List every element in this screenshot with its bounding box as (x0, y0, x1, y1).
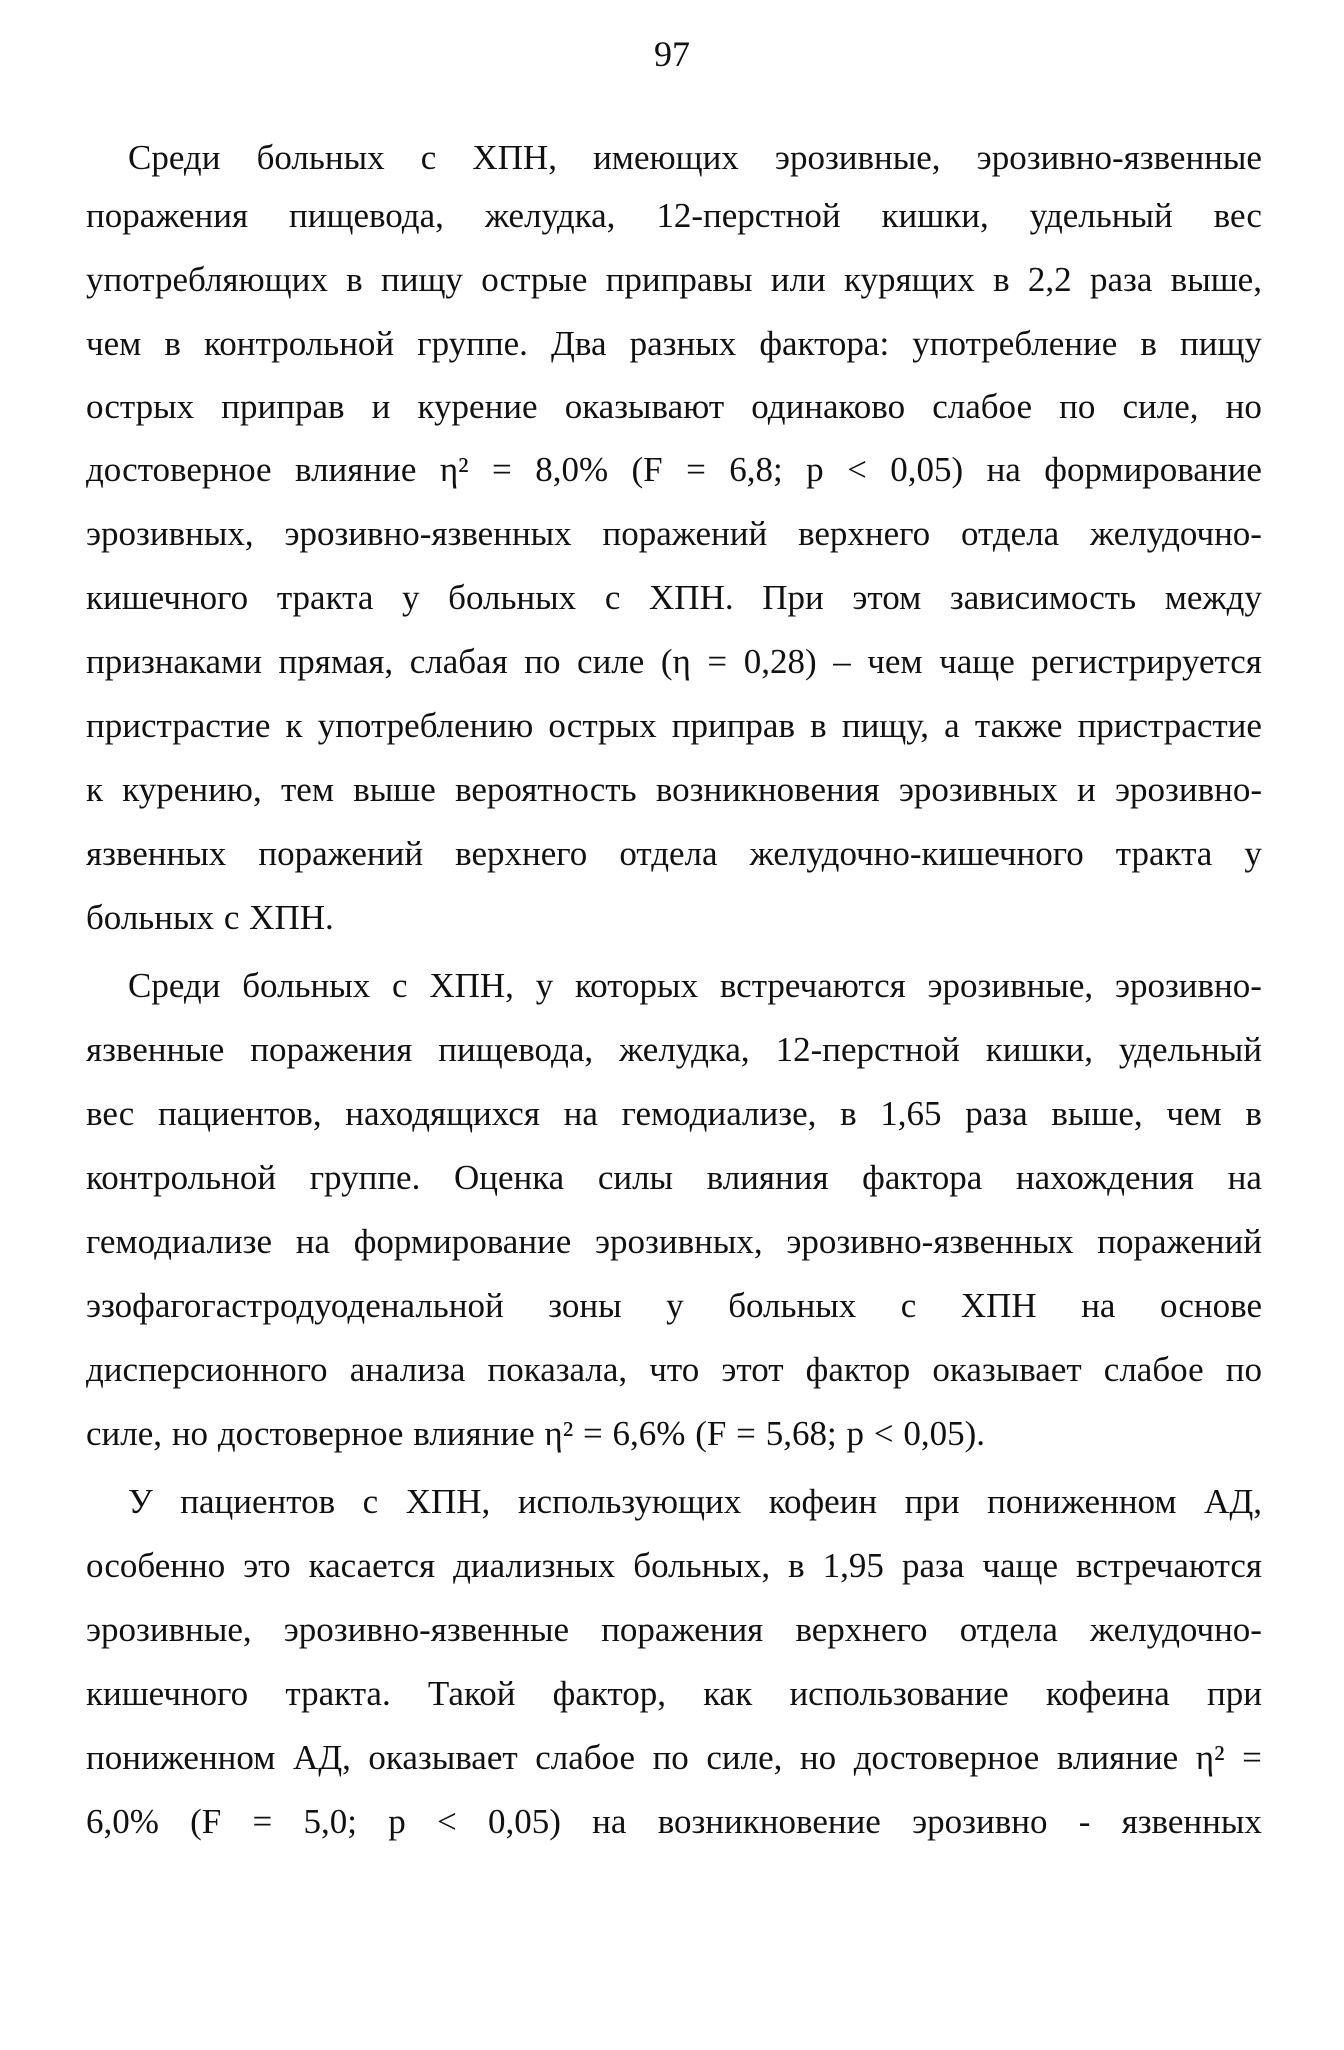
word: больных (728, 1286, 857, 1325)
word: = (686, 450, 706, 489)
word: фактора (862, 1158, 983, 1197)
word: на (295, 1222, 330, 1261)
word: с (392, 966, 408, 1005)
word: гемодиализе (86, 1222, 273, 1261)
word: 6,0% (86, 1802, 159, 1841)
word: достоверное (853, 1738, 1040, 1777)
word: тракта (1115, 834, 1213, 873)
word: влияния (706, 1158, 829, 1197)
word: больных (86, 898, 215, 937)
word: нахождения (1015, 1158, 1195, 1197)
word: АД, (1204, 1482, 1262, 1521)
word: слабая (409, 642, 508, 681)
word: поражения (86, 196, 249, 235)
word: удельный (1029, 196, 1173, 235)
word: поражений (602, 514, 768, 553)
word: поражений (258, 834, 424, 873)
text-line (86, 1604, 1262, 1656)
word: пищевода, (438, 1030, 594, 1069)
word: пониженном (987, 1482, 1177, 1521)
word: у (666, 1286, 684, 1325)
word: зависимость (949, 578, 1137, 617)
word: использование (789, 1674, 1009, 1713)
word: пристрастие (86, 706, 271, 745)
word: = (707, 642, 728, 681)
word: желудка, (619, 1030, 750, 1069)
word: также (974, 706, 1063, 745)
word: ХПН (960, 1286, 1037, 1325)
word: ХПН, (429, 966, 514, 1005)
word: использующих (517, 1482, 742, 1521)
word: приправы (605, 260, 753, 299)
word: Два (551, 324, 607, 363)
word: фактор, (552, 1674, 666, 1713)
text-line (86, 1024, 1262, 1076)
word: у (1244, 834, 1262, 873)
word: эрозивно-язвенных (284, 514, 572, 553)
word: Оценка (453, 1158, 565, 1197)
text-line (86, 190, 1262, 242)
word: формирование (1044, 450, 1262, 489)
word: с (420, 138, 437, 177)
word: кишечного (86, 1674, 249, 1713)
word: касается (308, 1546, 436, 1585)
text-line (86, 828, 1262, 880)
word: встречаются (1076, 1546, 1262, 1585)
word: p (388, 1802, 406, 1841)
word: отдела (619, 834, 718, 873)
word: в (1245, 1094, 1262, 1133)
word: тем (280, 770, 334, 809)
text-line (128, 132, 1262, 184)
word: тракта (276, 578, 374, 617)
word: кишки, (985, 1030, 1093, 1069)
word: с (223, 898, 240, 937)
word: отдела (959, 1610, 1058, 1649)
word: а (944, 706, 960, 745)
word: влияние (1056, 1738, 1179, 1777)
word: группе. (309, 1158, 421, 1197)
word: пониженном (86, 1738, 276, 1777)
word: чаще (939, 642, 1015, 681)
word: p (806, 450, 824, 489)
word: зоны (548, 1286, 622, 1325)
word: отдела (961, 514, 1060, 553)
word: чем (867, 642, 923, 681)
text-line (86, 1408, 1262, 1460)
word: оказывают (564, 387, 725, 426)
word: Среди (128, 138, 221, 177)
word: 8,0% (535, 450, 609, 489)
word: пищу (1180, 324, 1262, 363)
word: на (986, 450, 1021, 489)
word: = (252, 1802, 273, 1841)
word: острых (86, 387, 195, 426)
word: ХПН, (405, 1482, 491, 1521)
word: в (346, 260, 363, 299)
word: поражений (1097, 1222, 1262, 1261)
word: на (1081, 1286, 1116, 1325)
word: 1,95 (822, 1546, 884, 1585)
word: 12-перстной (775, 1030, 960, 1069)
word: 0,05) (488, 1802, 561, 1841)
word: раза (901, 1546, 965, 1585)
word: эрозивные, (86, 1610, 252, 1649)
word: в (810, 706, 827, 745)
word: контрольной (204, 324, 395, 363)
word: η² (439, 450, 469, 489)
word: на (592, 1802, 627, 1841)
word: прямая, (278, 642, 394, 681)
word: эрозивных (898, 770, 1058, 809)
word: и (371, 387, 391, 426)
word: кишки, (881, 196, 989, 235)
word: фактора: (759, 324, 890, 363)
word: = (736, 1414, 756, 1453)
text-line (86, 508, 1262, 560)
word: курение (417, 387, 538, 426)
text-line (86, 636, 1262, 688)
text-line (86, 1732, 1262, 1784)
text-line (86, 892, 1262, 944)
word: этот (721, 1350, 784, 1389)
word: (η (660, 642, 691, 681)
word: по (524, 642, 561, 681)
word: в (993, 260, 1010, 299)
word: эрозивных, (595, 1222, 763, 1261)
word: в (164, 324, 181, 363)
word: достоверное (86, 450, 272, 489)
word: желудка, (484, 196, 616, 235)
word: силе, (706, 1738, 783, 1777)
word: группе. (417, 324, 528, 363)
word: которых (574, 966, 699, 1005)
word: < (873, 1414, 894, 1453)
word: слабое (932, 387, 1033, 426)
word: эзофагогастродуоденальной (86, 1286, 504, 1325)
word: = (492, 450, 512, 489)
word: Такой (427, 1674, 516, 1713)
word: слабое (535, 1738, 636, 1777)
word: кофеина (1045, 1674, 1170, 1713)
word: η² (1195, 1738, 1225, 1777)
word: кофеин (768, 1482, 878, 1521)
text-line (86, 254, 1262, 306)
word: с (362, 1482, 379, 1521)
word: = (1242, 1738, 1262, 1777)
word: верхнего (795, 1610, 928, 1649)
word: выше, (1170, 260, 1262, 299)
word: При (762, 578, 824, 617)
word: к (285, 706, 303, 745)
word: по (1059, 387, 1096, 426)
word: что (649, 1350, 700, 1389)
word: желудочно-кишечного (749, 834, 1084, 873)
word: 6,8; (729, 450, 783, 489)
word: силы (597, 1158, 674, 1197)
word: 12-перстной (656, 196, 841, 235)
word: (F (190, 1802, 222, 1841)
word: чем (1166, 1094, 1222, 1133)
word: или (770, 260, 826, 299)
word: пристрастие (1077, 706, 1262, 745)
word: особенно (86, 1546, 226, 1585)
word: эрозивно (912, 1802, 1048, 1841)
word: = (583, 1414, 603, 1453)
word: анализа (349, 1350, 466, 1389)
word: вес (86, 1094, 135, 1133)
word: основе (1159, 1286, 1262, 1325)
text-line (86, 764, 1262, 816)
word: < (437, 1802, 457, 1841)
word: в (840, 1094, 857, 1133)
word: < (847, 450, 867, 489)
text-line (86, 1280, 1262, 1332)
word: имеющих (593, 138, 739, 177)
word: верхнего (455, 834, 588, 873)
word: одинаково (751, 387, 906, 426)
word: выше, (1051, 1094, 1143, 1133)
word: чем (86, 324, 142, 363)
word: достоверное (217, 1414, 404, 1453)
word: оказывает (932, 1350, 1082, 1389)
word: 2,2 (1027, 260, 1072, 299)
word: АД, (292, 1738, 351, 1777)
word: возникновения (655, 770, 880, 809)
word: с (604, 578, 621, 617)
word: как (703, 1674, 753, 1713)
word: p (846, 1414, 864, 1453)
word: влияние (295, 450, 417, 489)
word: эрозивные, (774, 138, 941, 177)
word: вес (1213, 196, 1262, 235)
word: желудочно- (1090, 514, 1262, 553)
word: η² (544, 1414, 574, 1453)
word: регистрируется (1031, 642, 1262, 681)
text-line (86, 318, 1262, 370)
word: эрозивных, (86, 514, 254, 553)
word: по (1225, 1350, 1262, 1389)
word: тракта. (285, 1674, 391, 1713)
word: разных (629, 324, 737, 363)
word: при (904, 1482, 960, 1521)
word: контрольной (86, 1158, 277, 1197)
word: ХПН. (649, 578, 734, 617)
text-line (86, 381, 1262, 433)
word: У (128, 1482, 153, 1521)
word: при (1207, 1674, 1262, 1713)
word: кишечного (86, 578, 249, 617)
word: ХПН. (249, 898, 334, 937)
word: показала, (487, 1350, 628, 1389)
word: пищу (380, 260, 463, 299)
word: поражения (601, 1610, 764, 1649)
word: по (652, 1738, 689, 1777)
word: и (1076, 770, 1096, 809)
word: - (1078, 1802, 1091, 1841)
text-line (86, 1344, 1262, 1396)
word: диализных (453, 1546, 616, 1585)
word: эрозивно-язвенные (283, 1610, 570, 1649)
word: ХПН, (472, 138, 557, 177)
word: верхнего (798, 514, 931, 553)
word: между (1164, 578, 1262, 617)
word: возникновение (657, 1802, 881, 1841)
word: 6,6% (612, 1414, 686, 1453)
word: эрозивно-язвенные (976, 138, 1262, 177)
word: с (900, 1286, 917, 1325)
word: пациентов (180, 1482, 336, 1521)
word: силе (577, 642, 645, 681)
text-line (86, 1540, 1262, 1592)
text-line (86, 1088, 1262, 1140)
word: Среди (128, 966, 221, 1005)
word: в (1140, 324, 1157, 363)
word: находящихся (345, 1094, 540, 1133)
word: курящих (844, 260, 975, 299)
word: эрозивно- (1115, 770, 1262, 809)
word: пищевода, (289, 196, 444, 235)
word: удельный (1118, 1030, 1262, 1069)
word: больных (242, 966, 371, 1005)
word: желудочно- (1090, 1610, 1262, 1649)
word: выше (353, 770, 436, 809)
word: к (86, 770, 104, 809)
word: острых (548, 706, 657, 745)
text-line (128, 960, 1262, 1012)
word: курению, (122, 770, 262, 809)
word: больных (448, 578, 577, 617)
word: встречаются (719, 966, 906, 1005)
word: но (1225, 387, 1262, 426)
word: фактор (805, 1350, 911, 1389)
word: язвенных (1121, 1802, 1262, 1841)
word: пищу, (841, 706, 930, 745)
word: оказывает (368, 1738, 518, 1777)
word: 0,28) (743, 642, 817, 681)
word: но (171, 1414, 209, 1453)
text-line (86, 444, 1262, 496)
word: поражения (250, 1030, 413, 1069)
word: вероятность (455, 770, 637, 809)
word: больных (256, 138, 385, 177)
word: признаками (86, 642, 262, 681)
word: 5,0; (303, 1802, 358, 1841)
text-line (86, 700, 1262, 752)
word: на (563, 1094, 598, 1133)
word: язвенные (86, 1030, 225, 1069)
text-line (86, 1796, 1262, 1848)
word: но (799, 1738, 837, 1777)
word: у (402, 578, 420, 617)
word: чаще (982, 1546, 1059, 1585)
word: 0,05) (890, 450, 964, 489)
word: влияние (413, 1414, 535, 1453)
word: – (833, 642, 851, 681)
word: это (243, 1546, 291, 1585)
word: силе, (86, 1414, 163, 1453)
word: употребляющих (86, 260, 328, 299)
word: острые (481, 260, 588, 299)
word: у (535, 966, 554, 1005)
word: эрозивно-язвенных (786, 1222, 1074, 1261)
text-line (86, 1216, 1262, 1268)
word: язвенных (86, 834, 227, 873)
word: эрозивные, (927, 966, 1094, 1005)
word: пациентов, (157, 1094, 322, 1133)
page-number: 97 (654, 34, 690, 74)
word: 5,68; (765, 1414, 837, 1453)
word: 1,65 (880, 1094, 942, 1133)
word: раза (1089, 260, 1153, 299)
word: (F (695, 1414, 727, 1453)
word: 0,05). (903, 1414, 985, 1453)
word: гемодиализе, (621, 1094, 817, 1133)
word: приправ (671, 706, 795, 745)
word: приправ (221, 387, 345, 426)
word: раза (965, 1094, 1028, 1133)
word: больных, (633, 1546, 771, 1585)
word: эрозивно- (1114, 966, 1262, 1005)
word: употреблению (317, 706, 534, 745)
word: слабое (1103, 1350, 1204, 1389)
text-line (86, 1668, 1262, 1720)
word: формирование (353, 1222, 572, 1261)
text-line (128, 1476, 1262, 1528)
word: на (1227, 1158, 1262, 1197)
word: дисперсионного (86, 1350, 328, 1389)
word: этом (852, 578, 922, 617)
word: употребление (912, 324, 1118, 363)
word: (F (631, 450, 663, 489)
text-line (86, 572, 1262, 624)
text-line (86, 1152, 1262, 1204)
word: в (788, 1546, 805, 1585)
word: силе, (1122, 387, 1199, 426)
